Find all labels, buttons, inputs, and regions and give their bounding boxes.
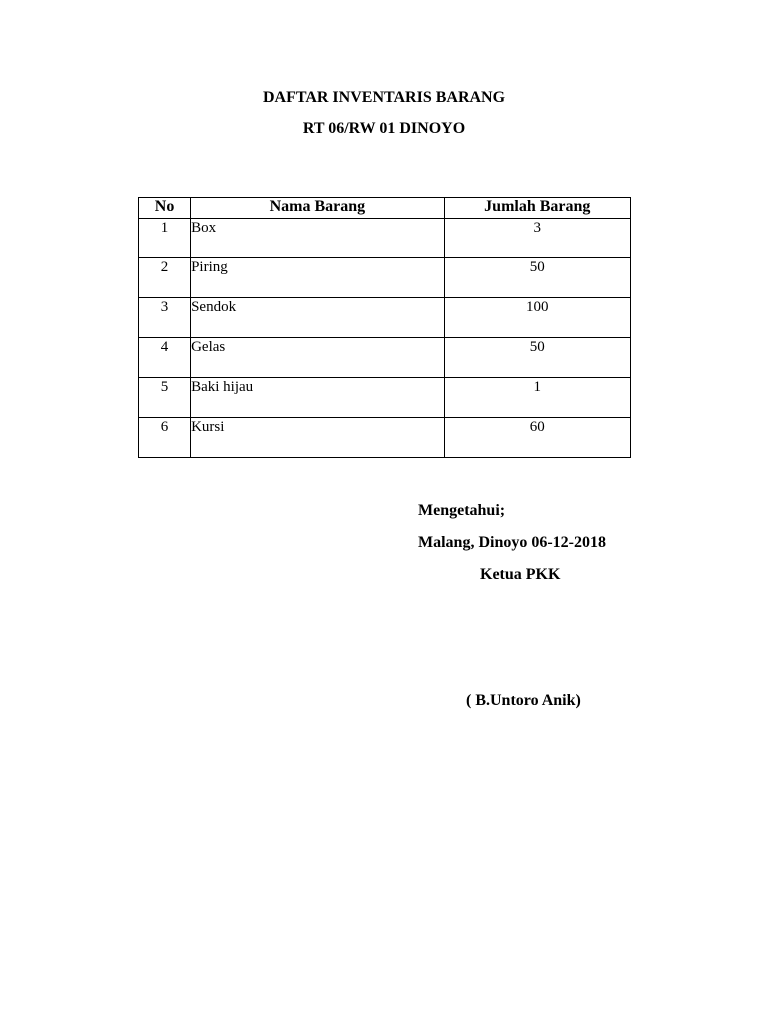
inventory-table [138,197,631,458]
row-no: 5 [139,378,191,418]
table-row [139,338,631,378]
signer-role: Ketua PKK [480,566,561,583]
row-item-quantity: 60 [444,418,630,458]
header-item-name: Nama Barang [191,198,445,219]
table-row [139,219,631,258]
row-no: 3 [139,298,191,338]
row-item-name: Sendok [191,298,445,338]
row-item-quantity: 3 [444,219,630,258]
row-no: 6 [139,418,191,458]
place-date: Malang, Dinoyo 06-12-2018 [418,534,606,551]
header-item-quantity: Jumlah Barang [444,198,630,219]
row-item-quantity: 50 [444,258,630,298]
acknowledgement-label: Mengetahui; [418,502,506,519]
row-no: 2 [139,258,191,298]
row-no: 1 [139,219,191,258]
row-item-quantity: 100 [444,298,630,338]
table-header-row [139,198,631,219]
signer-name: ( B.Untoro Anik) [466,692,581,709]
table-row [139,298,631,338]
document-title: DAFTAR INVENTARIS BARANG [262,89,506,106]
row-item-quantity: 50 [444,338,630,378]
header-no: No [139,198,191,219]
row-item-name: Kursi [191,418,445,458]
row-item-quantity: 1 [444,378,630,418]
table-row [139,258,631,298]
row-item-name: Gelas [191,338,445,378]
row-item-name: Piring [191,258,445,298]
table-row [139,378,631,418]
row-item-name: Box [191,219,445,258]
document-subtitle: RT 06/RW 01 DINOYO [302,120,466,137]
row-no: 4 [139,338,191,378]
table-row [139,418,631,458]
row-item-name: Baki hijau [191,378,445,418]
